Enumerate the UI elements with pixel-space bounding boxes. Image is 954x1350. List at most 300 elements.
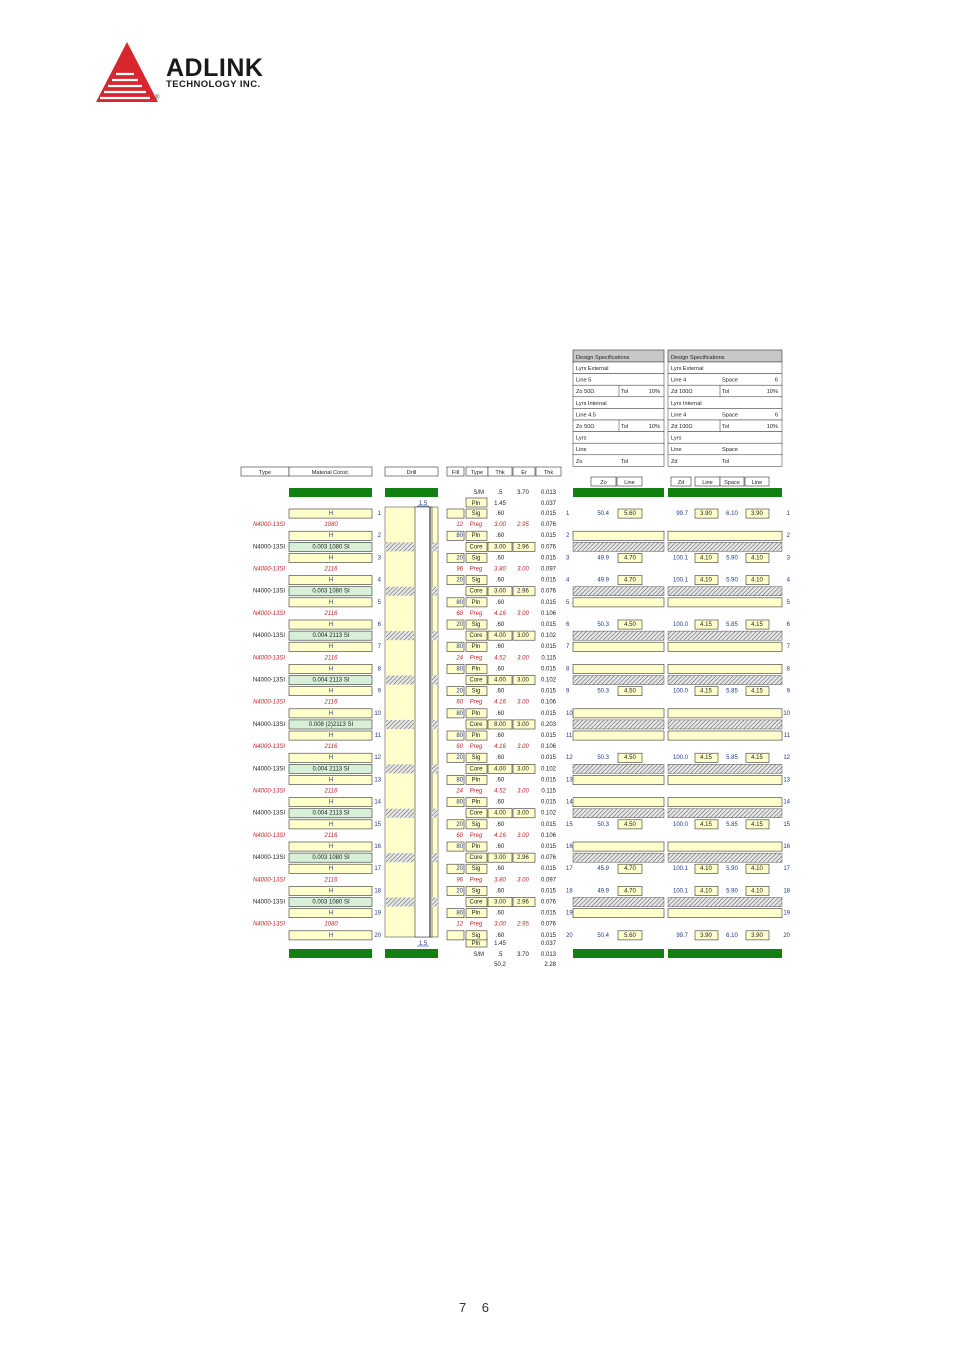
core-material: 0.003 1080 SI bbox=[312, 544, 350, 551]
prepreg-material: 1080 bbox=[324, 522, 338, 529]
layer-er: 3.00 bbox=[517, 721, 529, 728]
core-material: 0.004 2113 SI bbox=[312, 766, 350, 773]
prepreg-material: 2116 bbox=[324, 877, 338, 884]
fill-percent: 24 bbox=[456, 655, 463, 662]
green-bar bbox=[385, 949, 438, 958]
copper-weight: H bbox=[328, 777, 334, 784]
core-material: 0.008 (2)2113 SI bbox=[308, 721, 354, 728]
trace-width: 4.70 bbox=[624, 866, 636, 873]
diff-trace-width: 3.90 bbox=[700, 511, 712, 517]
fill-percent: 80 bbox=[456, 533, 463, 540]
fill-percent: 96 bbox=[456, 877, 463, 884]
core-hatch bbox=[386, 676, 414, 685]
layer-total-thk: 0.015 bbox=[540, 644, 556, 651]
trace-width: 4.50 bbox=[624, 821, 636, 828]
fill-percent: 80 bbox=[456, 910, 463, 917]
layer-er: 3.00 bbox=[517, 766, 529, 773]
spec-label: Line bbox=[576, 447, 587, 454]
layer-number-diff: 8 bbox=[786, 666, 790, 673]
spec-key: Tol bbox=[722, 424, 730, 430]
layer-type: Core bbox=[469, 810, 483, 817]
layer-thickness: .60 bbox=[495, 821, 505, 828]
diff-trace-width: 4.10 bbox=[700, 866, 712, 873]
spec-key: Tol bbox=[722, 389, 730, 396]
layer-total-thk: 0.097 bbox=[540, 877, 556, 884]
diff-trace-width: 4.15 bbox=[700, 622, 712, 628]
layer-er: 3.70 bbox=[517, 490, 529, 496]
copper-weight: H bbox=[328, 622, 334, 628]
layer-thickness: 3.00 bbox=[494, 921, 506, 928]
core-type: N4000-13SI bbox=[252, 633, 285, 640]
layer-thickness: 4.52 bbox=[494, 788, 506, 795]
spec-label: Zd 100Ω bbox=[671, 424, 693, 430]
layer-type: Core bbox=[469, 766, 483, 773]
impedance-zd: 100.0 bbox=[672, 755, 688, 762]
fill-percent: 60 bbox=[456, 832, 463, 839]
diff-trace-width: 3.90 bbox=[700, 932, 712, 939]
prepreg-material: 2116 bbox=[324, 610, 338, 617]
diff-trace-width: 4.10 bbox=[700, 555, 712, 562]
layer-thickness: .60 bbox=[495, 622, 505, 628]
copper-weight: H bbox=[328, 688, 334, 695]
layer-type: Core bbox=[469, 588, 483, 595]
prepreg-type: N4000-13SI bbox=[252, 877, 285, 884]
layer-thickness: 4.00 bbox=[494, 810, 506, 817]
diff-trace-width: 4.15 bbox=[700, 821, 712, 828]
layer-number-diff: 11 bbox=[783, 733, 790, 739]
layer-type: Preg bbox=[469, 522, 483, 529]
prepreg-material: 2116 bbox=[324, 655, 338, 662]
prepreg-material: 2116 bbox=[324, 832, 338, 839]
total-thickness-mils: 50.2 bbox=[494, 962, 506, 968]
reference-hatch bbox=[573, 764, 664, 773]
plane-band-diff bbox=[668, 642, 782, 651]
plane-band-diff bbox=[668, 531, 782, 540]
prepreg-type: N4000-13SI bbox=[252, 921, 285, 928]
core-hatch bbox=[386, 764, 414, 773]
green-bar bbox=[573, 949, 664, 958]
reference-hatch bbox=[668, 542, 782, 551]
layer-total-thk: 0.015 bbox=[540, 599, 556, 606]
layer-type: Pln bbox=[471, 733, 481, 739]
core-hatch bbox=[432, 631, 438, 640]
layer-thickness: 4.16 bbox=[494, 699, 506, 706]
layer-thickness: .60 bbox=[495, 666, 505, 673]
layer-number-diff: 12 bbox=[783, 755, 790, 762]
copper-weight: H bbox=[328, 666, 334, 673]
layer-thickness: 3.00 bbox=[494, 522, 506, 529]
fill-percent: 80 bbox=[456, 666, 463, 673]
layer-thickness: .60 bbox=[495, 555, 505, 562]
reference-hatch bbox=[668, 587, 782, 596]
layer-number-se: 10 bbox=[566, 710, 573, 717]
layer-type: Core bbox=[469, 544, 483, 551]
reference-hatch bbox=[573, 676, 664, 685]
layer-type: Preg bbox=[469, 832, 483, 839]
layer-er: 3.00 bbox=[517, 788, 529, 795]
layer-thickness: .60 bbox=[495, 533, 505, 540]
layer-number-se: 3 bbox=[566, 555, 570, 562]
layer-thickness: 3.00 bbox=[494, 899, 506, 906]
layer-number-diff: 3 bbox=[786, 555, 790, 562]
prepreg-type: N4000-13SI bbox=[252, 610, 285, 617]
spec-label: Zo 50Ω bbox=[576, 389, 595, 396]
layer-type: Preg bbox=[469, 699, 483, 706]
prepreg-type: N4000-13SI bbox=[252, 655, 285, 662]
impedance-zd: 99.7 bbox=[676, 932, 688, 939]
layer-er: 2.96 bbox=[517, 588, 529, 595]
layer-total-thk: 0.015 bbox=[540, 555, 556, 562]
fill-percent: 20 bbox=[456, 688, 463, 695]
layer-number: 6 bbox=[377, 622, 381, 628]
impedance-zo: 49.9 bbox=[597, 888, 609, 895]
layer-number-se: 14 bbox=[566, 799, 573, 806]
layer-number: 8 bbox=[377, 666, 381, 673]
prepreg-type: N4000-13SI bbox=[252, 699, 285, 706]
impedance-zo: 49.9 bbox=[597, 555, 609, 562]
spec-label: Lyrs Internal bbox=[576, 400, 607, 407]
layer-total-thk: 0.102 bbox=[540, 633, 556, 640]
plane-band-se bbox=[573, 709, 664, 718]
core-hatch bbox=[432, 853, 438, 862]
trace-width: 5.60 bbox=[624, 932, 636, 939]
spec-label: Lyrs External bbox=[576, 366, 609, 372]
reference-hatch bbox=[573, 853, 664, 862]
layer-total-thk: 0.115 bbox=[541, 788, 556, 795]
core-material: 0.003 1080 SI bbox=[312, 899, 350, 906]
spec-key: Tol bbox=[722, 458, 730, 465]
diff-trace-width: 3.90 bbox=[751, 511, 763, 517]
core-hatch bbox=[432, 809, 438, 818]
reference-hatch bbox=[668, 898, 782, 907]
column-header-label: Zo bbox=[600, 480, 607, 486]
diff-trace-width: 4.15 bbox=[751, 755, 763, 762]
green-bar bbox=[385, 488, 438, 497]
layer-total-thk: 0.015 bbox=[540, 577, 556, 584]
layer-total-thk: 0.106 bbox=[540, 699, 556, 706]
core-type: N4000-13SI bbox=[252, 766, 285, 773]
layer-number-se: 18 bbox=[566, 888, 573, 895]
spec-label: Lyrs bbox=[671, 435, 682, 442]
plane-band-diff bbox=[668, 598, 782, 607]
layer-thickness: .60 bbox=[495, 799, 505, 806]
layer-number: 10 bbox=[374, 710, 381, 717]
layer-thickness: .60 bbox=[495, 511, 505, 517]
plane-band-se bbox=[573, 909, 664, 918]
layer-total-thk: 0.102 bbox=[540, 677, 556, 684]
copper-weight: H bbox=[328, 932, 334, 939]
plane-band-diff bbox=[668, 731, 782, 740]
diff-spacing: 5.85 bbox=[726, 688, 738, 695]
core-hatch bbox=[386, 853, 414, 862]
copper-weight: H bbox=[328, 844, 334, 850]
layer-type: Core bbox=[469, 899, 483, 906]
layer-number: 9 bbox=[377, 688, 381, 695]
diff-trace-width: 4.15 bbox=[700, 755, 712, 762]
layer-thickness: 4.16 bbox=[494, 744, 506, 751]
layer-number: 16 bbox=[374, 844, 381, 850]
core-material: 0.004 2113 SI bbox=[312, 677, 350, 684]
layer-thickness: 1.45 bbox=[494, 941, 506, 947]
copper-weight: H bbox=[328, 710, 334, 717]
layer-number-se: 6 bbox=[566, 622, 570, 628]
layer-number-diff: 6 bbox=[786, 622, 790, 628]
plane-band-se bbox=[573, 798, 664, 807]
layer-thickness: .5 bbox=[497, 952, 503, 958]
layer-total-thk: 0.106 bbox=[540, 610, 556, 617]
layer-thickness: 8.00 bbox=[494, 721, 506, 728]
layer-thickness: .60 bbox=[495, 710, 505, 717]
plane-band-diff bbox=[668, 798, 782, 807]
layer-type: Preg bbox=[469, 877, 483, 884]
layer-number-se: 9 bbox=[566, 688, 570, 695]
impedance-zd: 100.0 bbox=[672, 622, 688, 628]
core-type: N4000-13SI bbox=[252, 855, 285, 862]
impedance-zo: 50.3 bbox=[597, 688, 609, 695]
layer-thickness: 3.00 bbox=[494, 544, 506, 551]
core-hatch bbox=[432, 720, 438, 729]
layer-total-thk: 0.015 bbox=[540, 888, 556, 895]
page-number: 7 6 bbox=[458, 1300, 496, 1315]
layer-type: Preg bbox=[469, 655, 483, 662]
core-hatch bbox=[386, 809, 414, 818]
layer-thickness: .60 bbox=[495, 777, 505, 784]
layer-number: 17 bbox=[374, 866, 381, 873]
spec-key: Tol bbox=[621, 458, 629, 465]
layer-total-thk: 0.015 bbox=[540, 511, 556, 517]
layer-type: Pln bbox=[471, 941, 481, 947]
reference-hatch bbox=[573, 542, 664, 551]
layer-er: 3.00 bbox=[517, 633, 529, 640]
layer-number-diff: 16 bbox=[783, 844, 790, 850]
layer-number: 18 bbox=[374, 888, 381, 895]
layer-total-thk: 0.015 bbox=[540, 622, 556, 628]
trace-width: 5.60 bbox=[624, 511, 636, 517]
core-material: 0.004 2113 SI bbox=[312, 810, 350, 817]
layer-total-thk: 0.076 bbox=[540, 899, 556, 906]
layer-type: Preg bbox=[469, 788, 483, 795]
spec-key: Space bbox=[722, 412, 738, 419]
layer-er: 2.96 bbox=[517, 544, 529, 551]
spec-value: 6 bbox=[774, 412, 778, 419]
brand-name: ADLINK bbox=[166, 54, 264, 82]
layer-number-diff: 4 bbox=[786, 577, 790, 584]
layer-number: 2 bbox=[377, 533, 381, 540]
copper-weight: H bbox=[328, 555, 334, 562]
layer-thickness: .60 bbox=[495, 866, 505, 873]
reference-hatch bbox=[573, 898, 664, 907]
reference-hatch bbox=[668, 809, 782, 818]
layer-number-se: 11 bbox=[566, 733, 573, 739]
spec-value: 10% bbox=[648, 424, 660, 430]
layer-type: Sig bbox=[471, 755, 481, 762]
impedance-zo: 50.4 bbox=[597, 932, 609, 939]
fill-percent: 20 bbox=[456, 555, 463, 562]
prepreg-type: N4000-13SI bbox=[252, 832, 285, 839]
core-material: 0.003 1080 SI bbox=[312, 588, 350, 595]
fill-percent: 80 bbox=[456, 710, 463, 717]
layer-number-se: 17 bbox=[566, 866, 573, 873]
layer-total-thk: 0.037 bbox=[540, 941, 556, 947]
column-header-label: Space bbox=[724, 480, 740, 486]
layer-er: 3.00 bbox=[517, 877, 529, 884]
plane-band-diff bbox=[668, 709, 782, 718]
copper-weight: H bbox=[328, 866, 334, 873]
prepreg-type: N4000-13SI bbox=[252, 566, 285, 573]
spec-title: Design Specifications bbox=[671, 355, 725, 361]
spec-value: 6 bbox=[774, 377, 778, 384]
core-material: 0.004 2113 SI bbox=[312, 633, 350, 640]
layer-number-diff: 20 bbox=[783, 932, 790, 939]
layer-type: Sig bbox=[471, 688, 481, 695]
copper-weight: H bbox=[328, 910, 334, 917]
impedance-zo: 50.3 bbox=[597, 622, 609, 628]
core-hatch bbox=[386, 587, 414, 596]
layer-er: 3.00 bbox=[517, 566, 529, 573]
copper-weight: H bbox=[328, 577, 334, 584]
layer-number-diff: 19 bbox=[783, 910, 790, 917]
layer-number-se: 19 bbox=[566, 910, 573, 917]
spec-value: 10% bbox=[766, 424, 778, 430]
layer-type: Sig bbox=[471, 866, 481, 873]
diff-trace-width: 4.15 bbox=[751, 688, 763, 695]
layer-total-thk: 0.015 bbox=[540, 777, 556, 784]
column-header-label: Thk bbox=[543, 470, 554, 476]
layer-number-se: 5 bbox=[566, 599, 570, 606]
layer-type: Preg bbox=[469, 610, 483, 617]
core-hatch bbox=[432, 676, 438, 685]
spec-key: Space bbox=[722, 377, 738, 384]
spec-label: Line 4 bbox=[671, 412, 687, 419]
layer-number-se: 8 bbox=[566, 666, 570, 673]
layer-type: Pln bbox=[471, 599, 481, 606]
plane-band-diff bbox=[668, 775, 782, 784]
layer-thickness: .60 bbox=[495, 910, 505, 917]
fill-percent: 12 bbox=[456, 921, 463, 928]
fill-percent: 80 bbox=[456, 599, 463, 606]
core-type: N4000-13SI bbox=[252, 544, 285, 551]
layer-total-thk: 0.076 bbox=[540, 921, 556, 928]
layer-number-diff: 2 bbox=[786, 533, 790, 540]
reference-hatch bbox=[668, 853, 782, 862]
impedance-zo: 50.4 bbox=[597, 511, 609, 517]
green-bar bbox=[668, 488, 782, 497]
layer-total-thk: 0.015 bbox=[540, 755, 556, 762]
reference-hatch bbox=[573, 720, 664, 729]
layer-number-se: 12 bbox=[566, 755, 573, 762]
spec-label: Lyrs External bbox=[671, 366, 704, 372]
layer-type: Core bbox=[469, 633, 483, 640]
layer-number-se: 15 bbox=[566, 821, 573, 828]
diff-trace-width: 4.10 bbox=[700, 888, 712, 895]
layer-thickness: .60 bbox=[495, 688, 505, 695]
layer-thickness: 4.00 bbox=[494, 766, 506, 773]
layer-type: Core bbox=[469, 677, 483, 684]
layer-type: Core bbox=[469, 721, 483, 728]
spec-row bbox=[668, 432, 782, 444]
impedance-zd: 100.1 bbox=[672, 577, 688, 584]
fill-percent: 24 bbox=[456, 788, 463, 795]
reference-hatch bbox=[573, 631, 664, 640]
core-type: N4000-13SI bbox=[252, 588, 285, 595]
layer-er: 3.00 bbox=[517, 655, 529, 662]
spec-row bbox=[573, 443, 664, 455]
layer-number-diff: 5 bbox=[786, 599, 790, 606]
layer-thickness: 4.16 bbox=[494, 832, 506, 839]
fill-cell bbox=[447, 509, 464, 518]
prepreg-type: N4000-13SI bbox=[252, 744, 285, 751]
prepreg-type: N4000-13SI bbox=[252, 522, 285, 529]
spec-value: 10% bbox=[766, 389, 778, 396]
column-header-label: Line bbox=[702, 480, 713, 486]
impedance-zo: 49.9 bbox=[597, 577, 609, 584]
layer-number-diff: 18 bbox=[783, 888, 790, 895]
layer-total-thk: 0.015 bbox=[540, 533, 556, 540]
core-type: N4000-13SI bbox=[252, 677, 285, 684]
layer-total-thk: 0.015 bbox=[540, 710, 556, 717]
plane-band-se bbox=[573, 664, 664, 673]
impedance-zd: 100.1 bbox=[672, 888, 688, 895]
layer-total-thk: 0.015 bbox=[540, 821, 556, 828]
layer-thickness: .60 bbox=[495, 844, 505, 850]
impedance-zd: 100.0 bbox=[672, 821, 688, 828]
layer-total-thk: 0.076 bbox=[540, 588, 556, 595]
layer-thickness: 3.80 bbox=[494, 877, 506, 884]
layer-total-thk: 0.097 bbox=[540, 566, 556, 573]
copper-weight: H bbox=[328, 644, 334, 651]
layer-type: Sig bbox=[471, 577, 481, 584]
drill-size-top: 1.5 bbox=[418, 501, 428, 507]
layer-type: Sig bbox=[471, 821, 481, 828]
layer-total-thk: 0.015 bbox=[540, 733, 556, 739]
prepreg-material: 2116 bbox=[324, 744, 338, 751]
trace-width: 4.70 bbox=[624, 888, 636, 895]
prepreg-material: 2116 bbox=[324, 788, 338, 795]
plane-band-se bbox=[573, 775, 664, 784]
layer-number-diff: 13 bbox=[783, 777, 790, 784]
diff-trace-width: 4.15 bbox=[751, 821, 763, 828]
layer-type: Sig bbox=[471, 888, 481, 895]
diff-spacing: 5.90 bbox=[726, 555, 738, 562]
layer-type: Pln bbox=[471, 710, 481, 717]
layer-total-thk: 0.115 bbox=[541, 655, 556, 662]
layer-type: Pln bbox=[471, 799, 481, 806]
layer-number: 7 bbox=[377, 644, 381, 651]
column-header-label: Drill bbox=[406, 470, 417, 476]
layer-type: Sig bbox=[471, 511, 481, 517]
layer-er: 3.00 bbox=[517, 699, 529, 706]
layer-er: 3.00 bbox=[517, 810, 529, 817]
spec-label: Zo bbox=[576, 458, 583, 465]
spec-label: Zd 100Ω bbox=[671, 389, 693, 396]
core-hatch bbox=[386, 542, 414, 551]
layer-thickness: .60 bbox=[495, 733, 505, 739]
spec-label: Line 5 bbox=[576, 377, 592, 384]
layer-total-thk: 0.015 bbox=[540, 666, 556, 673]
prepreg-type: N4000-13SI bbox=[252, 788, 285, 795]
layer-number-diff: 14 bbox=[783, 799, 790, 806]
impedance-zd: 99.7 bbox=[676, 511, 688, 517]
total-thickness-mm: 2.28 bbox=[544, 962, 556, 968]
layer-thickness: .60 bbox=[495, 644, 505, 651]
spec-key: Tol bbox=[621, 424, 629, 430]
copper-weight: H bbox=[328, 511, 334, 517]
diff-trace-width: 3.90 bbox=[751, 932, 763, 939]
layer-total-thk: 0.037 bbox=[540, 501, 556, 507]
column-header-label: Type bbox=[470, 470, 484, 476]
layer-type: Sig bbox=[471, 555, 481, 562]
layer-total-thk: 0.102 bbox=[540, 810, 556, 817]
